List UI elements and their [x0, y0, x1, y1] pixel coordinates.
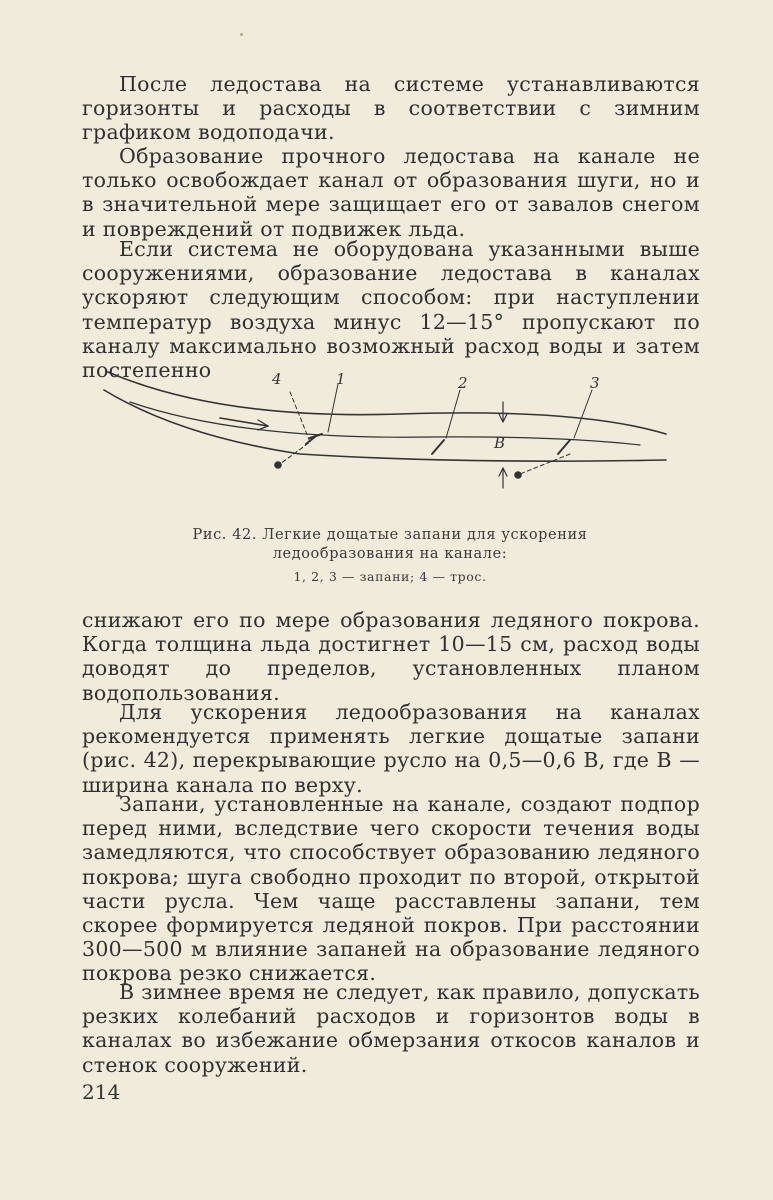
paper-speck	[240, 33, 243, 36]
leader-2	[446, 390, 460, 438]
paragraph-3: Если система не оборудована указанными выше сооружениями, образование ледостава в каналах ускоряют следующим способом: при наступлении температур воздуха минус 12—15° пропускают по каналу максимально возможный расход воды и затем постепенно	[82, 237, 700, 383]
figure-width-label: B	[494, 434, 506, 452]
canal-bank-upper	[108, 372, 666, 434]
canal-figure	[100, 362, 680, 502]
leader-1	[328, 384, 338, 432]
paragraph-2: Образование прочного ледостава на канале не только освобождает канал от образования шуги, но и в значительной мере защищает его от завалов снегом и повреждений от подвижек льда.	[82, 144, 700, 241]
paragraph-7: В зимнее время не следует, как правило, допускать резких колебаний расходов и горизонтов воды в каналах во избежание обмерзания откосов каналов и стенок сооружений.	[82, 980, 700, 1077]
figure-caption: Рис. 42. Легкие дощатые запани для ускорения ледообразования на канале:	[192, 527, 588, 562]
canal-bank-lower	[104, 390, 666, 461]
figure-label-1: 1	[336, 370, 346, 388]
cable-4	[280, 392, 310, 464]
boom-2	[432, 440, 444, 454]
figure-label-3: 3	[590, 374, 600, 392]
boom-3	[558, 440, 570, 454]
leader-3	[574, 390, 592, 438]
figure-label-2: 2	[458, 374, 468, 392]
page-number: 214	[82, 1080, 121, 1104]
paragraph-6: Запани, установленные на канале, создают подпор перед ними, вследствие чего скорости течения воды замедляются, что способствует образованию ледяного покрова; шуга свободно проходит по второй, открытой части русла. Чем чаще расставлены запани, тем скорее формируется ледяной покров. При расстоянии 300—500 м влияние запаней на образование ледяного покрова резко снижается.	[82, 792, 700, 986]
paragraph-1: После ледостава на системе устанавливаются горизонты и расходы в соответствии с зимним графиком водоподачи.	[82, 72, 700, 145]
cable-right	[520, 454, 570, 474]
anchor-right	[515, 472, 521, 478]
figure-caption-legend: 1, 2, 3 — запани; 4 — трос.	[293, 569, 487, 584]
paragraph-5: Для ускорения ледообразования на каналах рекомендуется применять легкие дощатые запани (рис. 42), перекрывающие русло на 0,5—0,6 B, где B — ширина канала по верху.	[82, 700, 700, 797]
paragraph-4: снижают его по мере образования ледяного покрова. Когда толщина льда достигнет 10—15 см, расход воды доводят до пределов, установленных планом водопользования.	[82, 608, 700, 705]
anchor-left	[275, 462, 281, 468]
canal-centerline	[130, 402, 640, 445]
figure-label-4: 4	[272, 370, 282, 388]
